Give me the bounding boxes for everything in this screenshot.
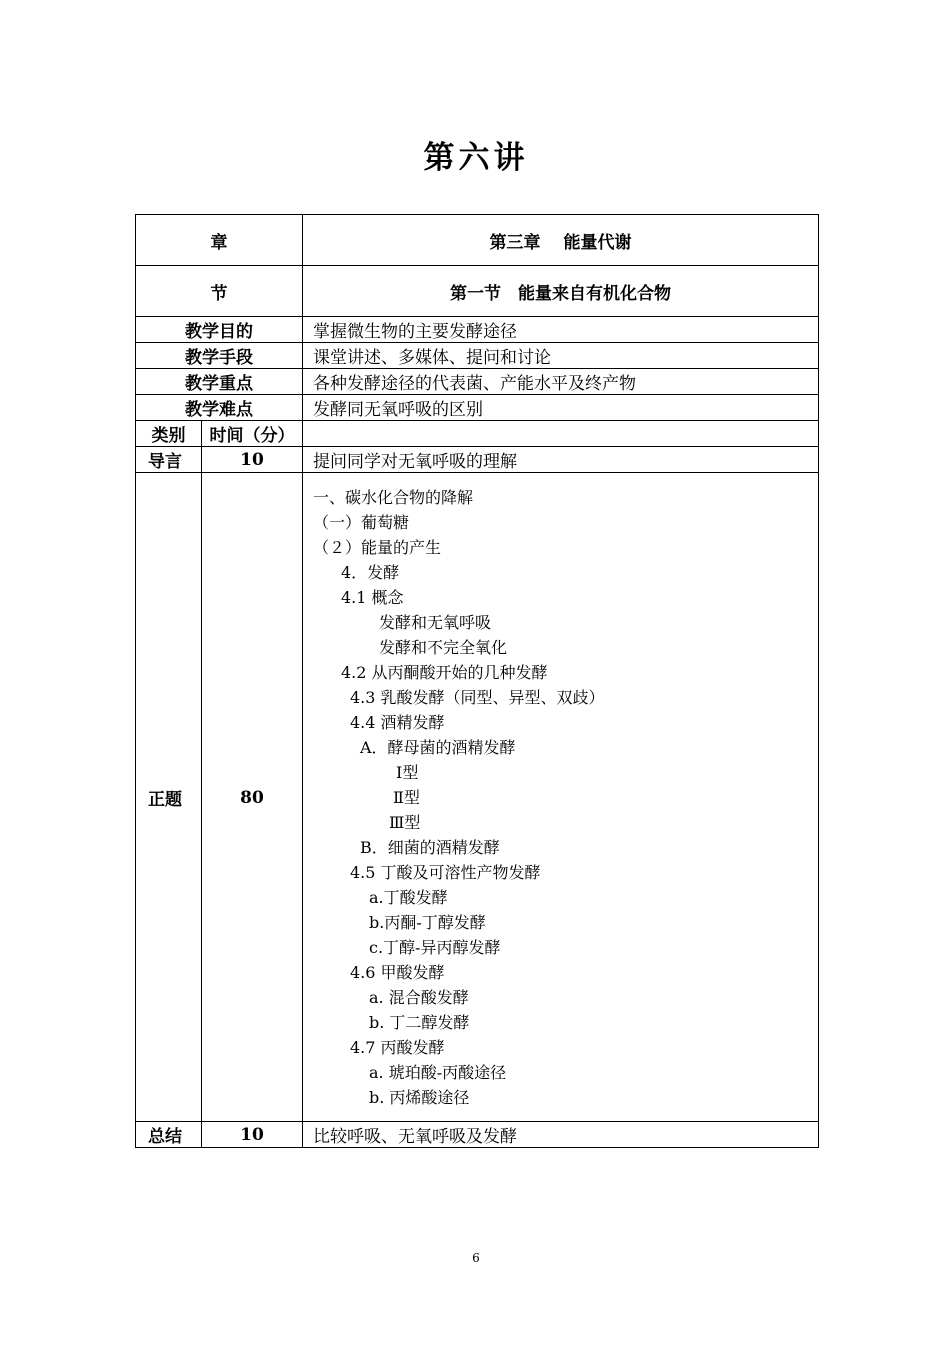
outline-item: 4.4 酒精发酵 — [350, 712, 445, 732]
outline-item: Ⅰ型 — [396, 762, 419, 782]
info-value: 掌握微生物的主要发酵途径 — [303, 317, 819, 343]
schedule-category: 总结 — [136, 1122, 202, 1148]
schedule-content: 比较呼吸、无氧呼吸及发酵 — [303, 1122, 819, 1148]
info-value: 发酵同无氧呼吸的区别 — [303, 395, 819, 421]
category-header: 类别 — [136, 421, 202, 447]
chapter-label: 章 — [136, 215, 303, 266]
info-label: 教学重点 — [136, 369, 303, 395]
info-value: 课堂讲述、多媒体、提问和讨论 — [303, 343, 819, 369]
outline-item: （２）能量的产生 — [313, 537, 442, 557]
outline-item: 4.7 丙酸发酵 — [350, 1037, 445, 1057]
outline-item: Ⅲ型 — [389, 812, 421, 832]
outline-item: 4.3 乳酸发酵（同型、异型、双歧） — [350, 687, 605, 707]
outline-item: 发酵和无氧呼吸 — [379, 612, 492, 632]
schedule-time: 10 — [202, 447, 303, 473]
schedule-row-main — [136, 473, 819, 1122]
outline-item: 4.2 从丙酮酸开始的几种发酵 — [341, 662, 548, 682]
page-number: 6 — [472, 1251, 480, 1265]
schedule-category: 正题 — [136, 473, 202, 1122]
info-row-key-points — [136, 369, 819, 395]
schedule-content: 提问同学对无氧呼吸的理解 — [303, 447, 819, 473]
info-label: 教学手段 — [136, 343, 303, 369]
outline-item: 4.6 甲酸发酵 — [350, 962, 445, 982]
schedule-header-row — [136, 421, 819, 447]
outline-item: b. 丁二醇发酵 — [369, 1012, 470, 1032]
outline-item: 4.1 概念 — [341, 587, 404, 607]
lesson-plan-table — [135, 214, 819, 1148]
info-row-difficulties — [136, 395, 819, 421]
chapter-row — [136, 215, 819, 266]
outline-item: B．细菌的酒精发酵 — [360, 837, 500, 857]
section-label: 节 — [136, 266, 303, 317]
outline-item: a. 混合酸发酵 — [369, 987, 469, 1007]
outline-item: b.丙酮-丁醇发酵 — [369, 912, 486, 932]
schedule-row-intro — [136, 447, 819, 473]
outline-item: 4.5 丁酸及可溶性产物发酵 — [350, 862, 541, 882]
outline-item: c.丁醇-异丙醇发酵 — [369, 937, 501, 957]
outline-item: （一）葡萄糖 — [313, 512, 410, 532]
time-header: 时间（分） — [202, 421, 303, 447]
section-value: 第一节 能量来自有机化合物 — [303, 266, 819, 317]
outline-item: 发酵和不完全氧化 — [379, 637, 508, 657]
info-label: 教学目的 — [136, 317, 303, 343]
outline-item: Ⅱ型 — [393, 787, 420, 807]
schedule-time: 80 — [202, 473, 303, 1122]
section-row — [136, 266, 819, 317]
outline-item: b. 丙烯酸途径 — [369, 1087, 470, 1107]
schedule-time: 10 — [202, 1122, 303, 1148]
info-row-methods — [136, 343, 819, 369]
info-label: 教学难点 — [136, 395, 303, 421]
schedule-category: 导言 — [136, 447, 202, 473]
lecture-outline — [303, 473, 819, 1122]
outline-item: a. 琥珀酸-丙酸途径 — [369, 1062, 507, 1082]
outline-item: 4．发酵 — [341, 562, 400, 582]
page-title: 第六讲 — [423, 140, 529, 176]
info-row-objective — [136, 317, 819, 343]
chapter-value: 第三章 能量代谢 — [303, 215, 819, 266]
outline-item: 一、碳水化合物的降解 — [313, 487, 474, 507]
outline-item: A．酵母菌的酒精发酵 — [360, 737, 516, 757]
content-header — [303, 421, 819, 447]
schedule-row-summary — [136, 1122, 819, 1148]
outline-item: a.丁酸发酵 — [369, 887, 448, 907]
info-value: 各种发酵途径的代表菌、产能水平及终产物 — [303, 369, 819, 395]
